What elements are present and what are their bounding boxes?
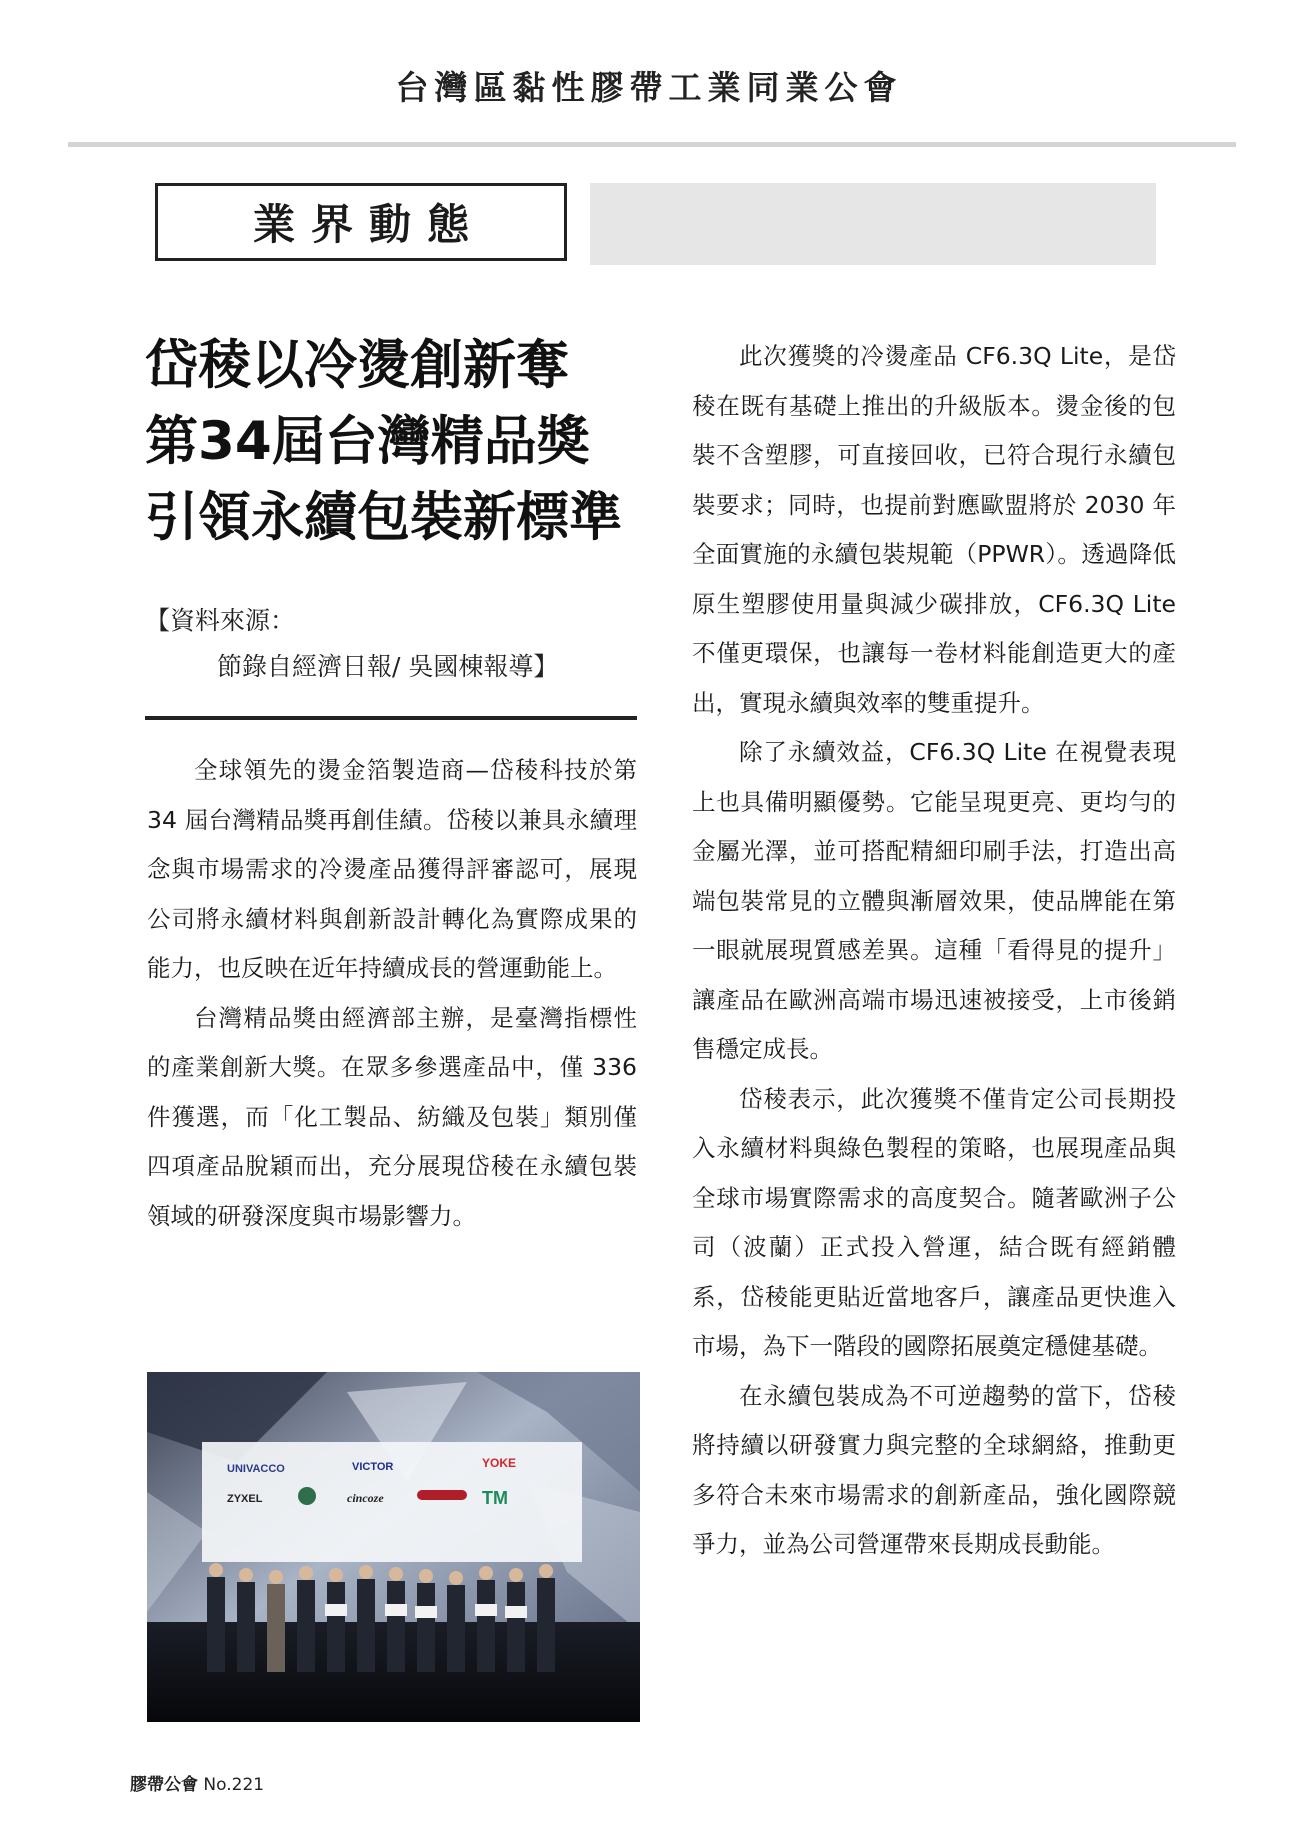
award-ceremony-photo — [147, 1372, 640, 1722]
footer-issue: No.221 — [203, 1775, 265, 1795]
left-column — [147, 746, 637, 1241]
source-divider — [145, 716, 637, 720]
section-bar — [590, 183, 1156, 265]
source-line-1: 【資料來源： — [145, 606, 296, 635]
paragraph: 在永續包裝成為不可逆趨勢的當下，岱稜將持續以研發實力與完整的全球網絡，推動更多符合未來市場需求的創新產品，強化國際競爭力，並為公司營運帶來長期成長動能。 — [692, 1381, 1176, 1558]
paragraph: 岱稜表示，此次獲獎不僅肯定公司長期投入永續材料與綠色製程的策略，也展現產品與全球市場實際需求的高度契合。隨著歐洲子公司（波蘭）正式投入營運，結合既有經銷體系，岱稜能更貼近當地客戶，讓產品更快進入市場，為下一階段的國際拓展奠定穩健基礎。 — [692, 1084, 1176, 1360]
paragraph: 除了永續效益，CF6.3Q Lite 在視覺表現上也具備明顯優勢。它能呈現更亮、更均勻的金屬光澤，並可搭配精細印刷手法，打造出高端包裝常見的立體與漸層效果，使品牌能在第一眼就展現質感差異。這種「看得見的提升」讓產品在歐洲高端市場迅速被接受，上市後銷售穩定成長。 — [692, 738, 1176, 1063]
sponsor-logo: UNIVACCO — [227, 1463, 285, 1475]
sponsor-logo: ZYXEL — [227, 1493, 263, 1505]
paragraph: 此次獲獎的冷燙產品 CF6.3Q Lite，是岱稜在既有基礎上推出的升級版本。燙金後的包裝不含塑膠，可直接回收，已符合現行永續包裝要求；同時，也提前對應歐盟將於 2030 年全面實施的永續包裝規範（PPWR）。透過降低原生塑膠使用量與減少碳排放，CF6.3Q Lite 不僅更環保，也讓每一卷材料能創造更大的產出，實現永續與效率的雙重提升。 — [692, 342, 1176, 717]
paragraph: 台灣精品獎由經濟部主辦，是臺灣指標性的產業創新大獎。在眾多參選產品中，僅 336 件獲選，而「化工製品、紡織及包裝」類別僅四項產品脫穎而出，充分展現岱稜在永續包裝領域的研發深度與市場影響力。 — [147, 1003, 637, 1230]
headline-line-3: 引領永續包裝新標準 — [145, 487, 622, 548]
headline-line-2: 第34屆台灣精品獎 — [145, 411, 590, 472]
sponsor-logo: VICTOR — [352, 1461, 394, 1473]
page-footer — [130, 1770, 264, 1795]
article-headline — [145, 328, 645, 556]
article-source — [145, 598, 645, 690]
source-line-2: 節錄自經濟日報/ 吳國棟報導】 — [217, 652, 559, 681]
right-column — [692, 332, 1176, 1570]
footer-brand: 膠帶公會 — [130, 1775, 198, 1795]
sponsor-logo: YOKE — [482, 1456, 517, 1470]
sponsor-logo: TM — [482, 1488, 508, 1508]
section-label: 業界動態 — [155, 183, 567, 261]
headline-line-1: 岱稜以冷燙創新奪 — [145, 335, 569, 396]
sponsor-logo: cincoze — [347, 1491, 384, 1505]
org-header: 台灣區黏性膠帶工業同業公會 — [395, 68, 903, 107]
paragraph: 全球領先的燙金箔製造商—岱稜科技於第 34 屆台灣精品獎再創佳績。岱稜以兼具永續理念與市場需求的冷燙產品獲得評審認可，展現公司將永續材料與創新設計轉化為實際成果的能力，也反映在近年持續成長的營運動能上。 — [147, 756, 637, 982]
header-divider — [68, 142, 1236, 147]
